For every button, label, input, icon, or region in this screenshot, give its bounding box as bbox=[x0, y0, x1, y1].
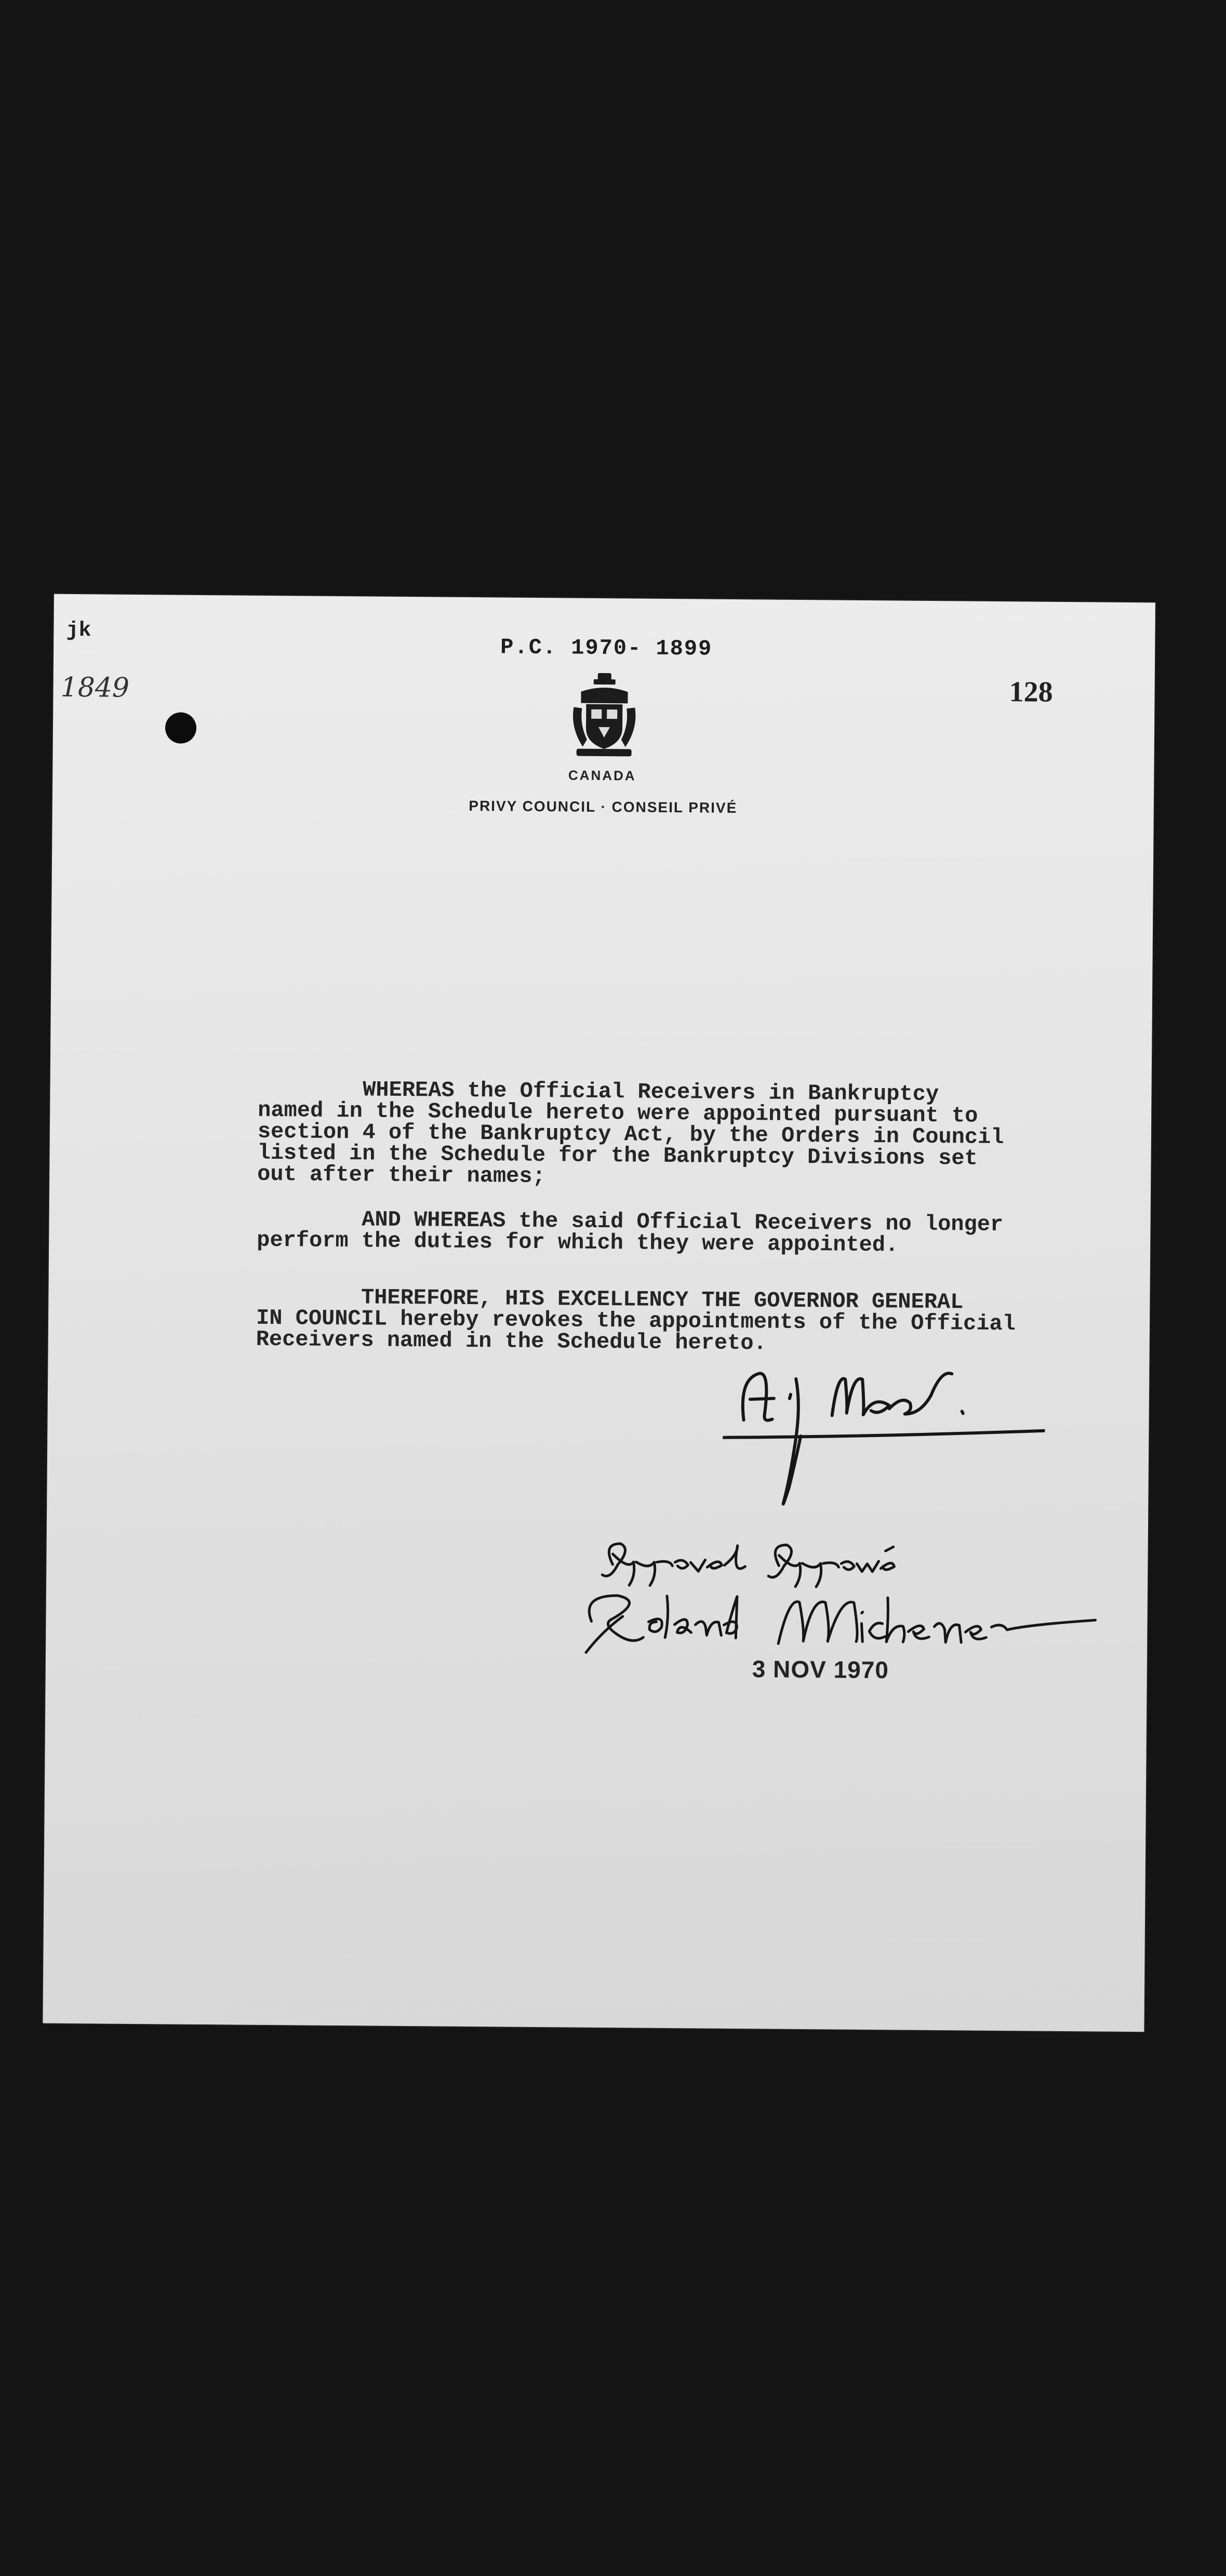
folio-number: 128 bbox=[1009, 676, 1053, 708]
punch-hole bbox=[165, 712, 196, 743]
privy-council-heading: PRIVY COUNCIL · CONSEIL PRIVÉ bbox=[469, 797, 738, 816]
clerk-initials: jk bbox=[66, 619, 91, 643]
handwritten-number: 1849 bbox=[60, 672, 130, 704]
and-whereas-paragraph: AND WHEREAS the said Official Receivers no longer perform the duties for which they were appointed. bbox=[257, 1206, 1004, 1258]
therefore-paragraph: THEREFORE, HIS EXCELLENCY THE GOVERNOR GENERAL IN COUNCIL hereby revokes the appointments of the Official Receivers named in the Schedule hereto. bbox=[256, 1284, 1016, 1356]
country-heading: CANADA bbox=[568, 767, 636, 784]
whereas-paragraph: WHEREAS the Official Receivers in Bankruptcy named in the Schedule hereto were appointed pursuant to section 4 of the Bankruptcy Act, by the Orders in Council listed in the Schedule for the Bankruptcy Divisions set out after their names; bbox=[257, 1076, 1004, 1189]
document-page bbox=[43, 594, 1155, 2032]
order-number: P.C. 1970- 1899 bbox=[500, 635, 713, 662]
clerk-signature bbox=[722, 1358, 1046, 1537]
approval-signature bbox=[570, 1533, 1101, 1745]
coat-of-arms-icon bbox=[570, 670, 638, 759]
date-stamp: 3 NOV 1970 bbox=[752, 1655, 889, 1684]
